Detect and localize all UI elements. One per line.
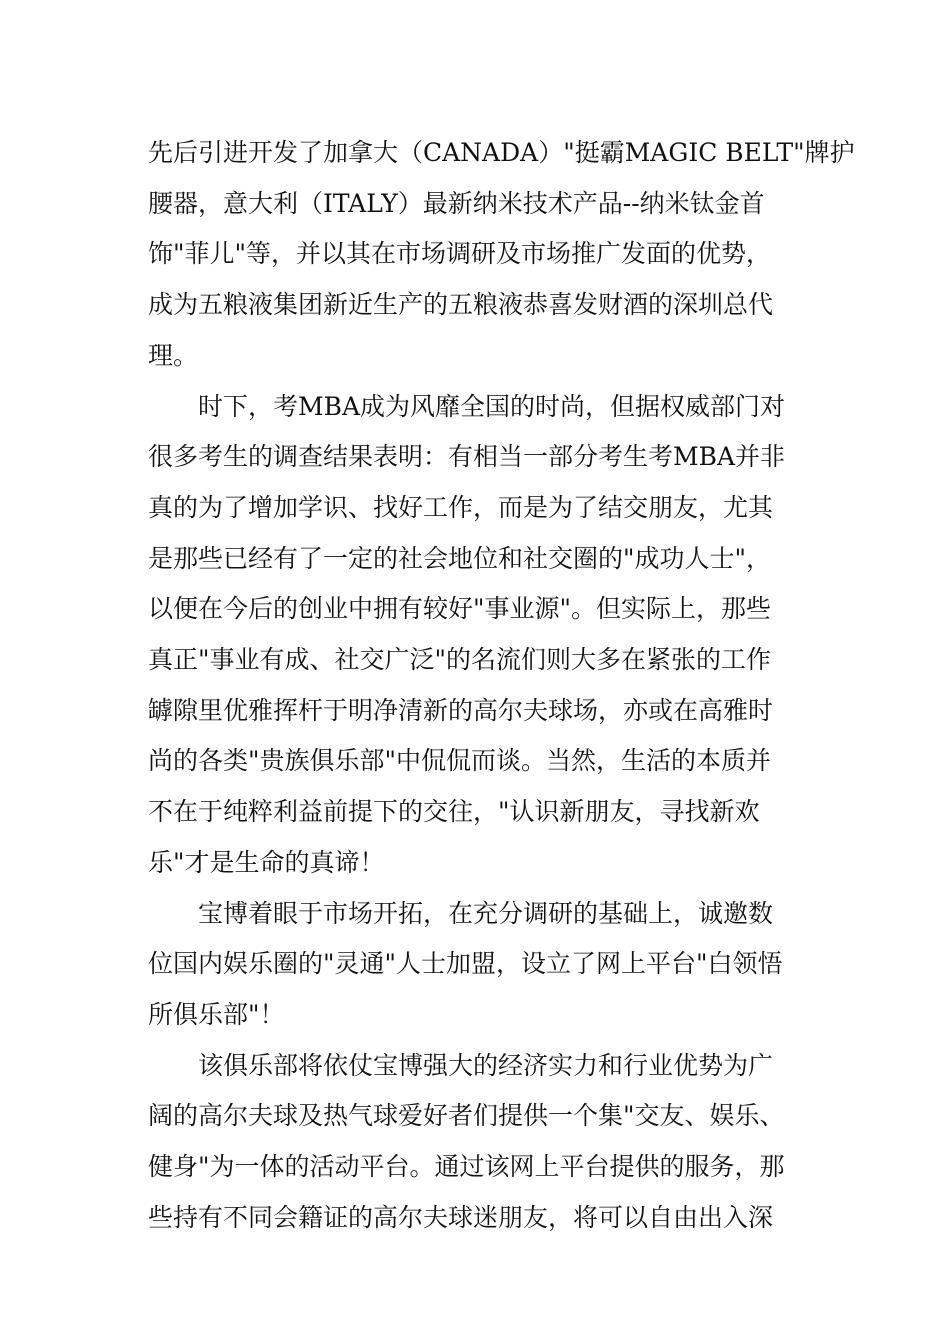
text-line: 所俱乐部"！ xyxy=(148,999,285,1029)
text-line: 真正"事业有成、社交广泛"的名流们则大多在紧张的工作 xyxy=(148,645,772,675)
paragraph-4 xyxy=(148,1041,808,1244)
text-line: 真的为了增加学识、找好工作，而是为了结交朋友，尤其 xyxy=(148,492,774,522)
text-line: 些持有不同会籍证的高尔夫球迷朋友，将可以自由出入深 xyxy=(148,1202,774,1232)
text-line: 饰"菲儿"等，并以其在市场调研及市场推广发面的优势， xyxy=(148,239,772,269)
paragraph-1 xyxy=(148,128,855,382)
text-line: 腰器，意大利（ITALY）最新纳米技术产品--纳米钛金首 xyxy=(148,188,765,218)
body-text xyxy=(148,128,855,1243)
text-line: 阔的高尔夫球及热气球爱好者们提供一个集"交友、娱乐、 xyxy=(148,1101,785,1131)
text-line: 很多考生的调查结果表明：有相当一部分考生考MBA并非 xyxy=(148,442,786,472)
text-line: 以便在今后的创业中拥有较好"事业源"。但实际上，那些 xyxy=(148,594,772,624)
text-line: 位国内娱乐圈的"灵通"人士加盟，设立了网上平台"白领悟 xyxy=(148,949,783,979)
text-line: 不在于纯粹利益前提下的交往，"认识新朋友，寻找新欢 xyxy=(148,797,760,827)
paragraph-3 xyxy=(148,889,808,1041)
text-line: 理。 xyxy=(148,340,199,370)
text-line: 尚的各类"贵族俱乐部"中侃侃而谈。当然，生活的本质并 xyxy=(148,746,772,776)
text-line: 是那些已经有了一定的社会地位和社交圈的"成功人士"， xyxy=(148,543,772,573)
text-line: 该俱乐部将依仗宝博强大的经济实力和行业优势为广 xyxy=(198,1050,774,1080)
paragraph-2 xyxy=(148,382,808,889)
text-line: 先后引进开发了加拿大（CANADA）"挺霸MAGIC BELT"牌护 xyxy=(148,138,855,167)
text-line: 健身"为一体的活动平台。通过该网上平台提供的服务，那 xyxy=(148,1152,785,1182)
text-line: 成为五粮液集团新近生产的五粮液恭喜发财酒的深圳总代 xyxy=(148,290,774,320)
text-line: 罅隙里优雅挥杆于明净清新的高尔夫球场，亦或在高雅时 xyxy=(148,695,774,725)
text-line: 时下，考MBA成为风靡全国的时尚，但据权威部门对 xyxy=(198,391,786,421)
text-line: 乐"才是生命的真谛！ xyxy=(148,847,385,877)
text-line: 宝博着眼于市场开拓，在充分调研的基础上，诚邀数 xyxy=(198,898,774,928)
